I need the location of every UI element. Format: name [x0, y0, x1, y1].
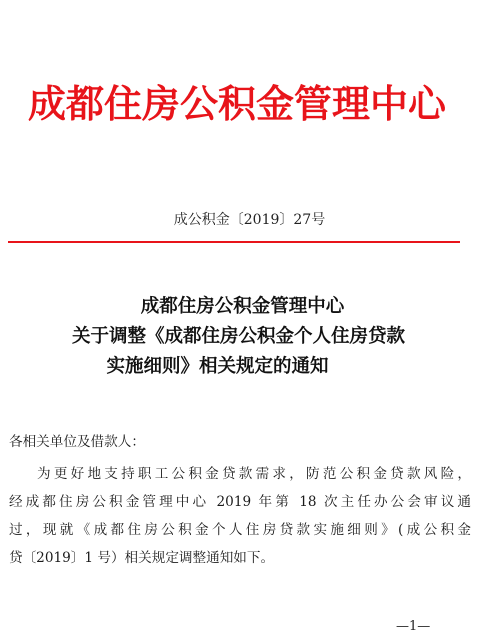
- title-line: 成都住房公积金管理中心: [140, 296, 345, 317]
- addressee: 各相关单位及借款人：: [9, 434, 145, 450]
- body-line: 经成都住房公积金管理中心 2019 年第 18 次主任办公会审议通: [9, 494, 471, 510]
- body-paragraph: [9, 460, 471, 572]
- document-number: 成公积金〔2019〕27号: [173, 212, 326, 228]
- page-number: —1—: [396, 619, 431, 634]
- body-line: 为更好地支持职工公积金贷款需求，防范公积金贷款风险，: [37, 466, 471, 482]
- title-line: 实施细则》相关规定的通知: [106, 356, 329, 377]
- body-line: 过，现就《成都住房公积金个人住房贷款实施细则》(成公积金: [9, 522, 471, 538]
- body-line: 贷〔2019〕1 号）相关规定调整通知如下。: [9, 550, 275, 566]
- organization-header: 成都住房公积金管理中心: [28, 82, 447, 126]
- title-line: 关于调整《成都住房公积金个人住房贷款: [71, 326, 405, 347]
- red-divider-line: [8, 241, 460, 243]
- document-title: [0, 292, 499, 382]
